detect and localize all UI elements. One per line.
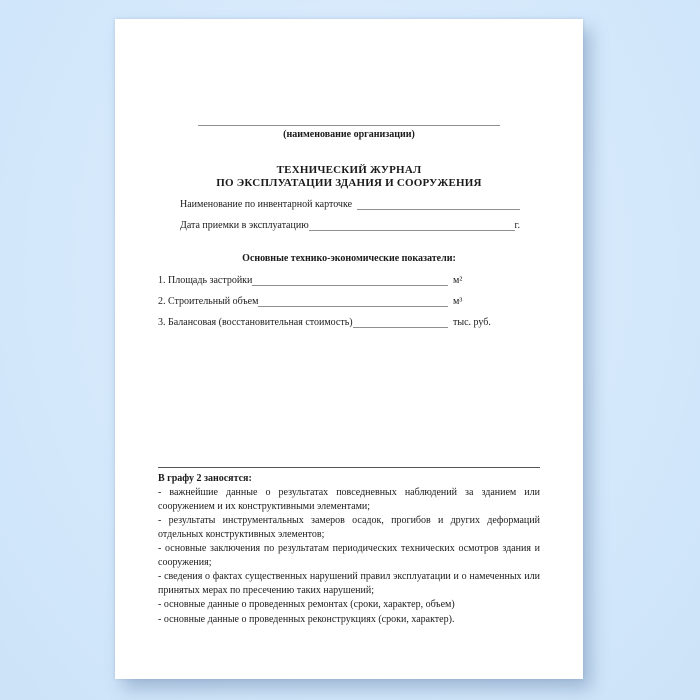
footnotes-heading: В графу 2 заносятся: xyxy=(158,473,252,484)
indicator-row-balance-cost xyxy=(158,317,540,329)
fill-line xyxy=(353,317,448,328)
field-inventory-card-name xyxy=(180,199,520,211)
fill-line xyxy=(357,199,520,210)
field-label: Дата приемки в эксплуатацию xyxy=(180,220,309,231)
document-page xyxy=(115,19,583,679)
footnote-item: - результаты инструментальных замеров осадок, прогибов и других деформаций отдельных конструктивных элементов; xyxy=(158,515,540,540)
footnotes-section xyxy=(158,467,540,626)
divider-rule xyxy=(158,467,540,468)
fill-line xyxy=(252,275,448,286)
footnote-item: - важнейшие данные о результатах повседневных наблюдений за зданием или сооружением и их конструктивными элементами; xyxy=(158,487,540,512)
field-suffix: г. xyxy=(514,220,520,231)
document-title-line1: ТЕХНИЧЕСКИЙ ЖУРНАЛ xyxy=(276,164,422,176)
indicators-heading: Основные технико-экономические показатели: xyxy=(242,253,456,264)
organization-name-fill-line xyxy=(198,116,500,126)
fill-line xyxy=(258,296,448,307)
footnote-item: - сведения о фактах существенных нарушений правил эксплуатации и о намеченных или принятых мерах по пресечению таких нарушений; xyxy=(158,571,540,596)
organization-name-block xyxy=(158,116,540,140)
indicator-label: 3. Балансовая (восстановительная стоимость) xyxy=(158,317,353,328)
fill-line xyxy=(309,220,515,231)
indicator-unit: м³ xyxy=(453,296,463,307)
indicator-unit: тыс. руб. xyxy=(453,317,491,328)
indicator-label: 2. Строительный объем xyxy=(158,296,259,307)
organization-name-caption: (наименование организации) xyxy=(283,129,415,140)
document-title xyxy=(158,164,540,190)
indicators-section xyxy=(158,253,540,338)
document-title-line2: ПО ЭКСПЛУАТАЦИИ ЗДАНИЯ И СООРУЖЕНИЯ xyxy=(216,177,482,189)
field-commissioning-date xyxy=(180,220,520,232)
field-label: Наименование по инвентарной карточке xyxy=(180,199,353,210)
indicator-label: 1. Площадь застройки xyxy=(158,275,253,286)
footnote-item: - основные заключения по результатам периодических технических осмотров здания и сооружения; xyxy=(158,543,540,568)
indicator-unit: м² xyxy=(453,275,463,286)
indicator-row-construction-volume xyxy=(158,296,540,308)
header-fields xyxy=(158,199,540,241)
footnote-item: - основные данные о проведенных реконструкциях (сроки, характер). xyxy=(158,613,455,625)
indicator-row-building-area xyxy=(158,275,540,287)
footnote-item: - основные данные о проведенных ремонтах (сроки, характер, объем) xyxy=(158,599,455,610)
